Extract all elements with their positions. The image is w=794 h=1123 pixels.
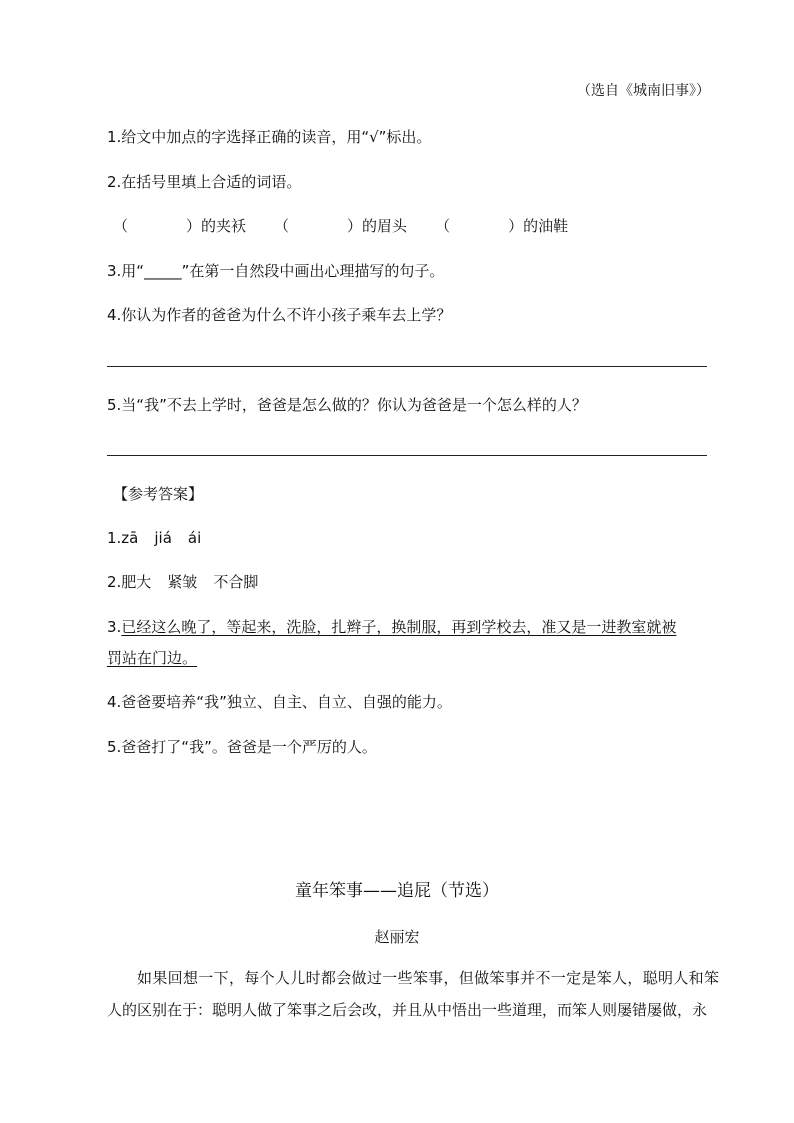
answer-2-part-3: 不合脚: [213, 573, 259, 591]
blank-label-3: ）的油鞋: [508, 217, 569, 235]
blank-label-2: ）的眉头: [347, 217, 408, 235]
answer-3-prefix: 3.: [107, 618, 122, 636]
question-2: 2.在括号里填上合适的词语。: [107, 173, 302, 191]
answer-1: [107, 528, 201, 548]
answer-1-part-3: ái: [187, 529, 202, 547]
answer-4: 4.爸爸要培养“我”独立、自主、自立、自强的能力。: [107, 693, 452, 711]
blank-open-2: （: [274, 217, 290, 235]
blank-open-3: （: [435, 217, 451, 235]
answer-heading: 【参考答案】: [113, 485, 204, 503]
question-2-blanks: [113, 216, 568, 236]
question-1: 1.给文中加点的字选择正确的读音，用“√”标出。: [107, 128, 432, 146]
blank-open-1: （: [113, 217, 129, 235]
question-3: 3.用“_____”在第一自然段中画出心理描写的句子。: [107, 262, 445, 280]
answer-3-text-1: 已经这么晚了，等起来，洗脸，扎辫子，换制服，再到学校去，准又是一进教室就被: [121, 618, 677, 636]
answer-1-part-1: 1.zā: [107, 529, 139, 547]
article-author: 赵丽宏: [374, 928, 420, 946]
blank-label-1: ）的夹袄: [186, 217, 247, 235]
answer-2-part-2: 紧皱: [167, 573, 198, 591]
answer-5: 5.爸爸打了“我”。爸爸是一个严厉的人。: [107, 738, 377, 756]
question-4: 4.你认为作者的爸爸为什么不许小孩子乘车去上学？: [107, 306, 452, 324]
answer-1-part-2: jiá: [154, 529, 172, 547]
article-title: 童年笨事——追屁（节选）: [295, 881, 499, 901]
answer-3-line-1: [107, 617, 676, 637]
answer-2-part-1: 2.肥大: [107, 573, 152, 591]
article-paragraph: 如果回想一下，每个人儿时都会做过一些笨事，但做笨事并不一定是笨人，聪明人和笨人的区别在于：聪明人做了笨事之后会改，并且从中悟出一些道理，而笨人则屡错屡做，永: [107, 969, 719, 1019]
question-5: 5.当“我”不去上学时，爸爸是怎么做的？你认为爸爸是一个怎么样的人？: [107, 396, 587, 414]
source-note: （选自《城南旧事》）: [577, 83, 710, 99]
answer-line-4: [107, 366, 707, 367]
answer-3-line-2: [107, 648, 197, 668]
answer-2: [107, 572, 258, 592]
answer-3-text-2: 罚站在门边。: [107, 649, 198, 667]
answer-line-5: [107, 455, 707, 456]
